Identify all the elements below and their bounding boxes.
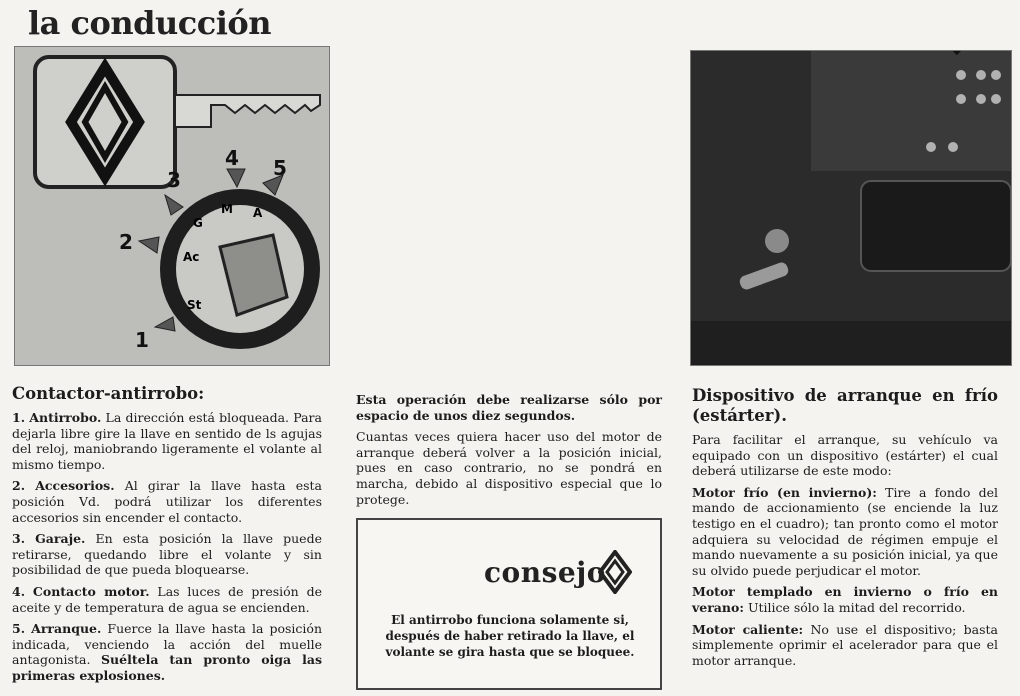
item-text: Tire a fondo del mando de accionamiento (se enciende la luz testigo en el cuadro); tan pronto como el motor adquiera su velocidad de régimen empuje el mando nuevamente a su posición inicial, ya que su olvido puede perjudicar el motor. [692,484,998,578]
dashboard-photo [690,50,1012,366]
arranque-note-section [356,392,662,513]
position-st: St [187,298,202,312]
position-ac: Ac [183,250,200,264]
item-label: Contacto motor. [32,583,150,599]
item-motor-frio [692,485,998,579]
operation-warning: Esta operación debe realizarse sólo por espacio de unos diez segundos. [356,392,662,423]
contactor-section [12,384,322,690]
item-arranque [12,621,322,683]
item-number: 3. [12,531,26,547]
marker-1: 1 [135,328,149,352]
ignition-key-illustration [14,46,330,366]
item-text: En esta posición la llave puede retirarse, quedando libre el volante y sin posibilidad de que pueda bloquearse. [12,531,322,578]
item-motor-caliente [692,622,998,669]
renault-logo-icon [598,550,632,594]
item-text: Las luces de presión de aceite y de temperatura de agua se encienden. [12,583,322,615]
choke-knob [765,229,789,253]
dashboard-svg [691,51,1011,365]
ignition-svg [15,47,329,365]
item-accesorios [12,478,322,525]
item-text: La dirección está bloqueada. Para dejarla libre gire la llave en sentido de ls agujas del reloj, maniobrando ligeramente el volante al mismo tiempo. [12,410,322,472]
contactor-heading: Contactor-antirrobo: [12,384,205,403]
item-antirrobo [12,410,322,472]
operation-text: Cuantas veces quiera hacer uso del motor de arranque deberá volver a la posición inicial, pues en caso contrario, no se pondrá en marcha, debido al dispositivo especial que lo protege. [356,429,662,507]
position-g: G [193,216,203,230]
item-text: Al girar la llave hasta esta posición Vd. podrá utilizar los diferentes accesorios sin encender el contacto. [12,478,322,525]
consejo-box [356,518,662,690]
position-a: A [253,206,263,220]
position-m: M [221,202,233,216]
item-number: 1. [12,410,26,425]
page-title: la conducción [28,4,271,42]
estarter-heading: Dispositivo de arranque en frío (estárter). [692,386,998,425]
item-text: No use el dispositivo; basta simplemente oprimir el acelerador para que el motor arranque. [692,621,998,668]
item-motor-templado [692,584,998,615]
marker-3: 3 [167,168,181,192]
item-label: Motor caliente: [692,621,804,637]
marker-2: 2 [119,230,133,254]
estarter-section [692,386,998,674]
item-label: Accesorios. [35,478,115,494]
item-text: Fuerce la llave hasta la posición indicada, venciendo la acción del muelle antagonista. [12,621,322,668]
item-contacto-motor [12,584,322,615]
estarter-intro: Para facilitar el arranque, su vehículo va equipado con un dispositivo (estárter) el cual deberá utilizarse de este modo: [692,432,998,479]
item-number: 4. [12,583,26,599]
item-label: Garaje. [35,531,86,547]
item-garaje [12,531,322,578]
item-label: Arranque. [31,621,102,637]
marker-5: 5 [273,156,287,180]
consejo-text: El antirrobo funciona solamente si, después de haber retirado la llave, el volante se gira hasta que se bloquee. [385,613,635,659]
item-label: Motor templado en invierno o frío en verano: [692,584,998,615]
item-bold-tail: Suéltela tan pronto oiga las primeras explosiones. [12,652,322,683]
item-text: Utilice sólo la mitad del recorrido. [747,599,966,615]
item-label: Antirrobo. [29,410,102,425]
consejo-title: consejo [484,556,606,589]
item-label: Motor frío (en invierno): [692,484,877,500]
item-number: 5. [12,621,26,637]
marker-4: 4 [225,146,239,170]
item-number: 2. [12,478,26,494]
dashboard-pad [861,181,1011,271]
